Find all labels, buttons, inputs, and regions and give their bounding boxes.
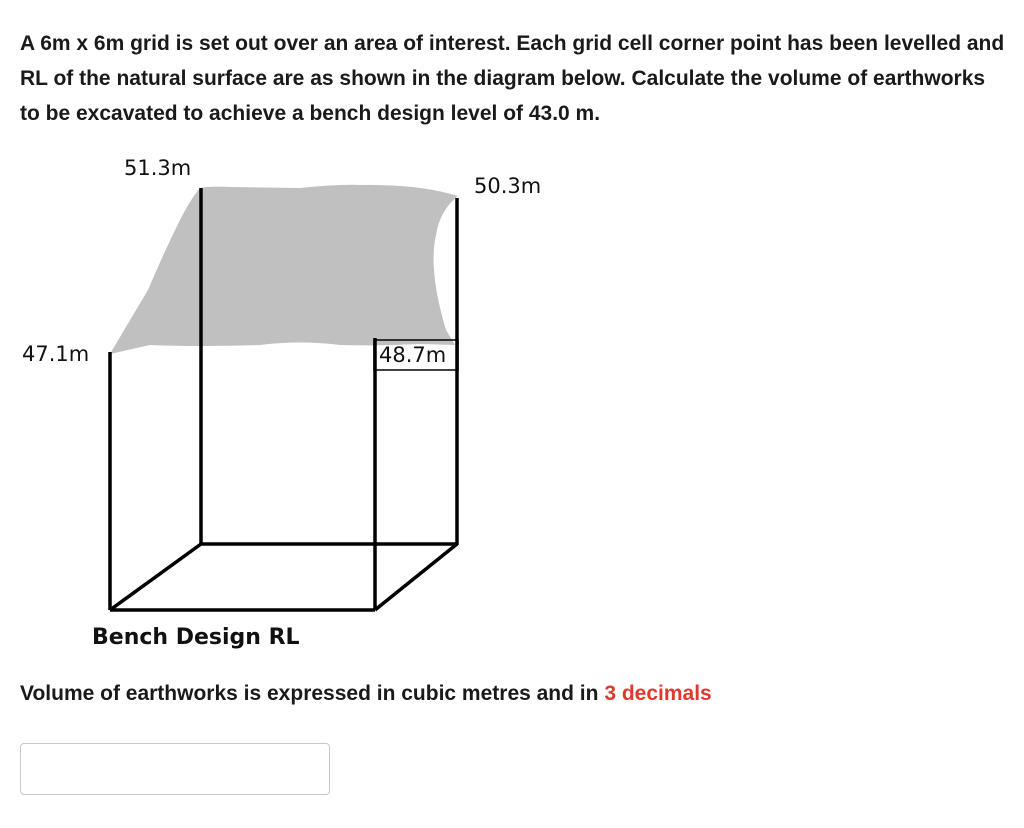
natural-surface bbox=[110, 185, 458, 354]
answer-prompt-text: Volume of earthworks is expressed in cubic metres and in bbox=[20, 682, 605, 705]
answer-prompt bbox=[20, 682, 712, 706]
earthworks-diagram bbox=[0, 140, 600, 670]
base-left-edge bbox=[110, 544, 201, 610]
rl-label-back-left: 51.3m bbox=[124, 156, 192, 180]
prism-diagram-svg bbox=[0, 140, 600, 670]
base-right-edge bbox=[375, 544, 457, 610]
decimals-highlight: 3 decimals bbox=[604, 682, 712, 705]
question-text: A 6m x 6m grid is set out over an area of interest. Each grid cell corner point has been levelled and RL of the natural surface are as shown in the diagram below. Calculate the volume of earthworks to be excavated to achieve a bench design level of 43.0 m. bbox=[20, 32, 1005, 125]
rl-label-back-right: 50.3m bbox=[474, 174, 542, 198]
rl-label-front-right: 48.7m bbox=[379, 343, 447, 367]
rl-label-front-left: 47.1m bbox=[22, 342, 90, 366]
answer-input[interactable] bbox=[20, 743, 330, 795]
bench-design-rl-label: Bench Design RL bbox=[92, 625, 300, 650]
